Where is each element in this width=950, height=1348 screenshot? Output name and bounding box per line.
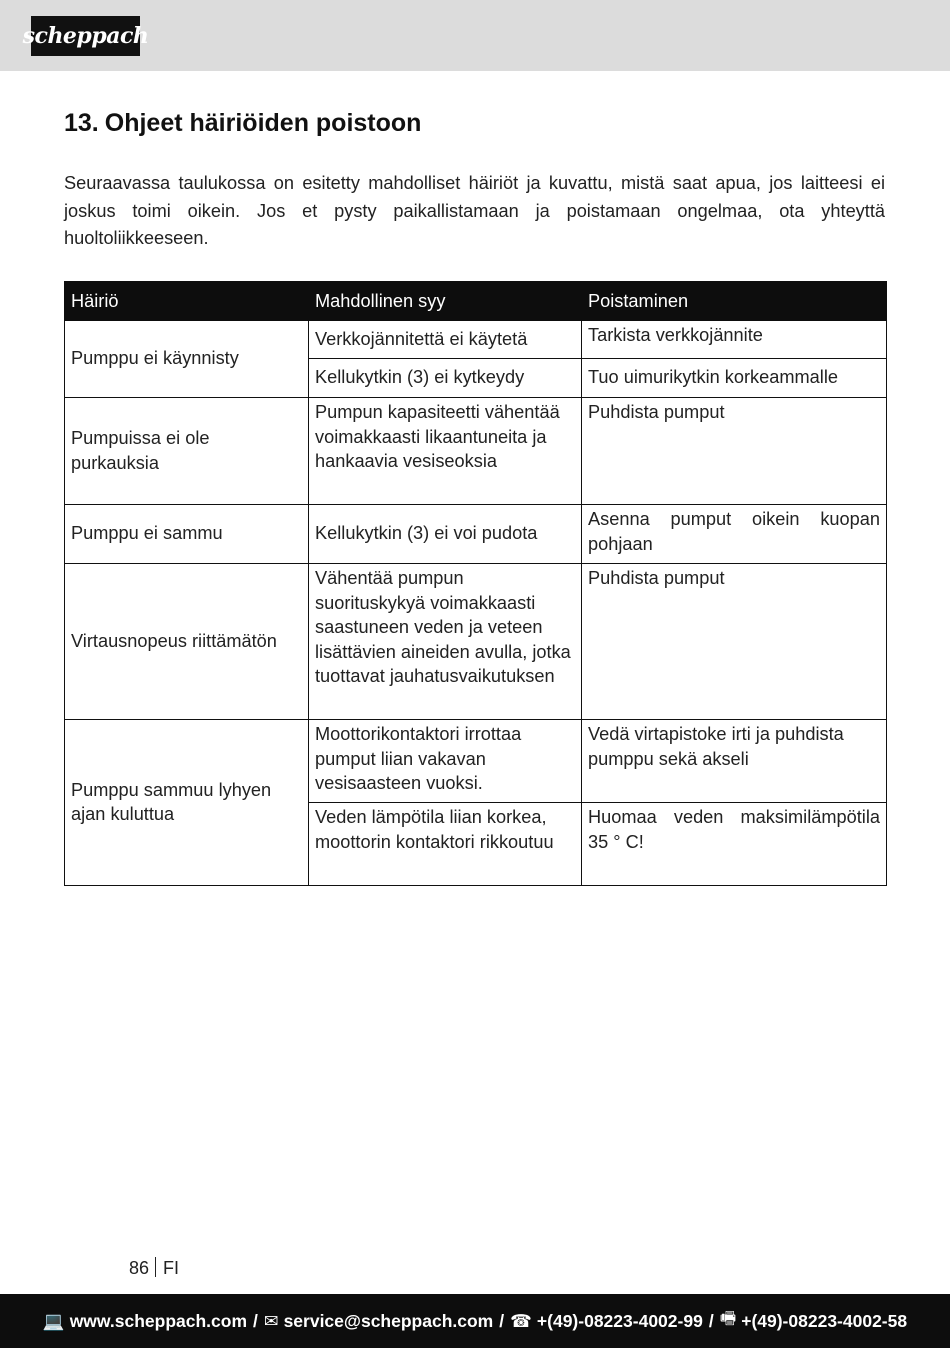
scheppach-logo [22, 16, 149, 56]
remedy-cell: Tarkista verkkojännite [582, 321, 887, 359]
footer-website[interactable]: www.scheppach.com [69, 1310, 248, 1331]
remedy-cell: Tuo uimurikytkin korkeammalle [582, 359, 887, 398]
footer-phone: +(49)-08223-4002-99 [536, 1310, 703, 1331]
page-number [129, 1257, 179, 1279]
footer-contact-bar [0, 1294, 950, 1348]
page-language: FI [163, 1258, 180, 1278]
table-row [65, 564, 887, 720]
footer-separator: / [499, 1310, 505, 1331]
fault-cell: Pumppu ei sammu [65, 505, 309, 564]
footer-separator: / [708, 1310, 714, 1331]
cause-cell: Verkkojännitettä ei käytetä [309, 321, 582, 359]
footer-separator: / [253, 1310, 258, 1331]
fault-cell: Pumpuissa ei ole purkauksia [65, 398, 309, 505]
footer-email[interactable]: service@scheppach.com [283, 1310, 494, 1331]
table-row [65, 398, 887, 505]
telephone-icon: ☎ [510, 1310, 532, 1331]
table-header-row [65, 282, 887, 321]
section-heading: Ohjeet häiriöiden poistoon [104, 109, 422, 137]
intro-paragraph: Seuraavassa taulukossa on esitetty mahdolliset häiriöt ja kuvattu, mistä saat apua, jos laitteesi ei joskus toimi oikein. Jos et pysty paikallistamaan ja poistamaan ongelmaa, ota yhteyttä huoltoliikkeeseen. [64, 173, 885, 248]
header-band [0, 0, 950, 71]
header-fault: Häiriö [65, 282, 309, 321]
page-number-value: 86 [129, 1258, 150, 1278]
section-number: 13. [64, 109, 99, 137]
remedy-cell: Asenna pumput oikein kuopan pohjaan [582, 505, 887, 564]
fault-cell: Pumppu ei käynnisty [65, 321, 309, 398]
fault-cell: Virtausnopeus riittämätön [65, 564, 309, 720]
table-row [65, 505, 887, 564]
cause-cell: Kellukytkin (3) ei voi pudota [309, 505, 582, 564]
remedy-cell: Vedä virtapistoke irti ja puhdista pumppu sekä akseli [582, 720, 887, 803]
cause-cell: Vähentää pumpun suorituskykyä voimakkaasti saastuneen veden ja veteen lisättävien aineiden avulla, jotka tuottavat jauhatusvaikutuksen [309, 564, 582, 720]
header-cause: Mahdollinen syy [309, 282, 582, 321]
table-row [65, 321, 887, 359]
computer-icon: 💻 [42, 1310, 65, 1331]
header-remedy: Poistaminen [582, 282, 887, 321]
troubleshooting-table [64, 281, 887, 886]
fault-cell: Pumppu sammuu lyhyen ajan kuluttua [65, 720, 309, 886]
logo-text: scheppach [22, 23, 149, 49]
section-title [64, 109, 421, 138]
page-number-divider [155, 1257, 156, 1277]
cause-cell: Pumpun kapasiteetti vähentää voimakkaasti likaantuneita ja hankaavia vesiseoksia [309, 398, 582, 505]
cause-cell: Veden lämpötila liian korkea, moottorin kontaktori rikkoutuu [309, 803, 582, 886]
remedy-cell: Puhdista pumput [582, 398, 887, 505]
fax-icon: 🖷 [719, 1308, 737, 1328]
remedy-cell: Huomaa veden maksimilämpötila 35 ° C! [582, 803, 887, 886]
remedy-cell: Puhdista pumput [582, 564, 887, 720]
cause-cell: Kellukytkin (3) ei kytkeydy [309, 359, 582, 398]
table-row [65, 720, 887, 803]
cause-cell: Moottorikontaktori irrottaa pumput liian vakavan vesisaasteen vuoksi. [309, 720, 582, 803]
footer-fax: +(49)-08223-4002-58 [741, 1310, 908, 1331]
envelope-icon: ✉ [263, 1310, 279, 1331]
